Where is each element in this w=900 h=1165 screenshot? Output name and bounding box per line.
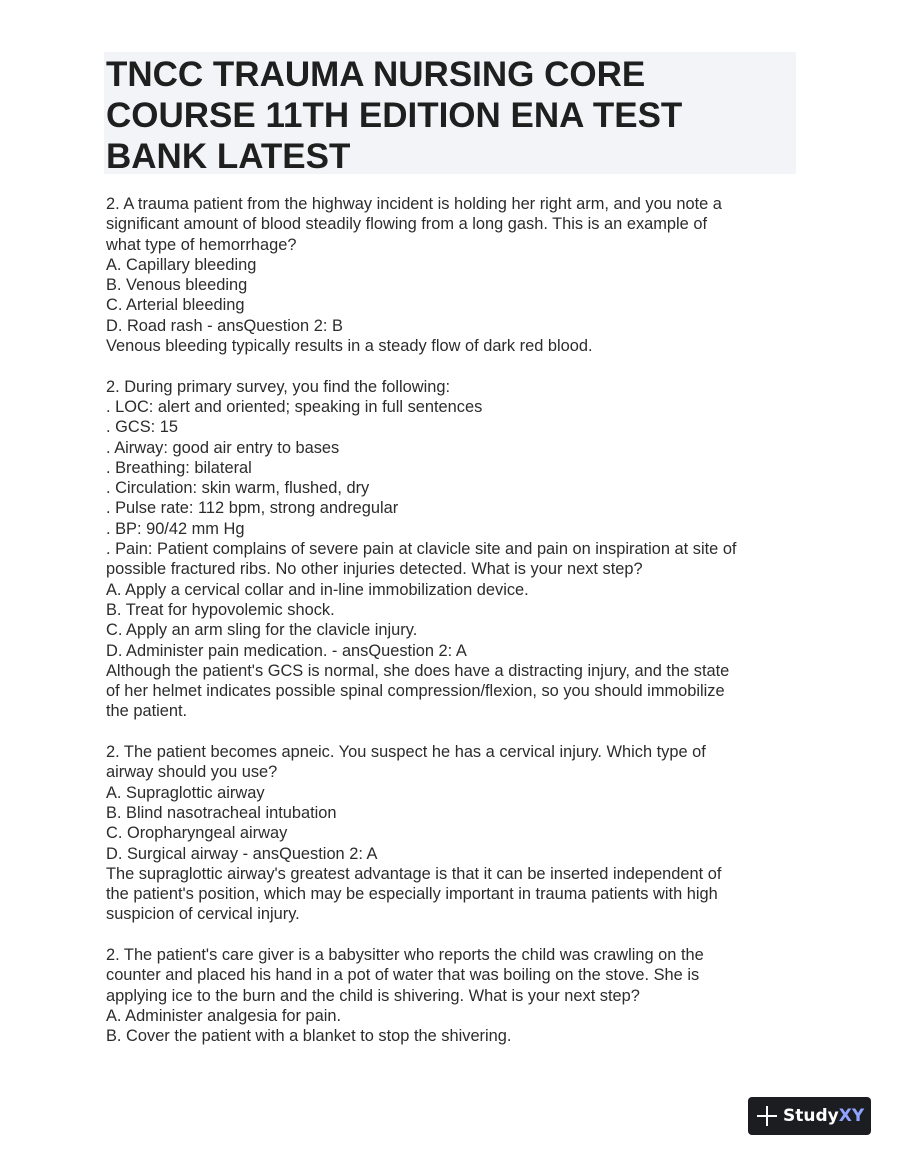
title-line: TNCC TRAUMA NURSING CORE (106, 55, 646, 94)
finding-item: . Pain: Patient complains of severe pain at clavicle site and pain on inspiration at site of (106, 540, 737, 559)
brand-logo (783, 1106, 864, 1126)
question-stem: 2. The patient's care giver is a babysitter who reports the child was crawling on the (106, 945, 704, 964)
answer-option: A. Apply a cervical collar and in-line immobilization device. (106, 580, 529, 599)
finding-item: . BP: 90/42 mm Hg (106, 519, 245, 538)
answer-option: C. Apply an arm sling for the clavicle injury. (106, 621, 418, 640)
answer-option: B. Treat for hypovolemic shock. (106, 600, 335, 619)
answer-option: D. Administer pain medication. - ansQuestion 2: A (106, 641, 467, 660)
question-block (106, 945, 806, 1046)
finding-item: . Circulation: skin warm, flushed, dry (106, 479, 370, 498)
paragraph-gap (106, 722, 806, 742)
finding-item: . Breathing: bilateral (106, 458, 252, 477)
question-stem: applying ice to the burn and the child is shivering. What is your next step? (106, 986, 640, 1005)
brand-accent: XY (838, 1106, 865, 1126)
answer-option: A. Capillary bleeding (106, 255, 257, 274)
document-title (104, 52, 796, 177)
answer-rationale: Although the patient's GCS is normal, she does have a distracting injury, and the state (106, 661, 730, 680)
finding-item: . Pulse rate: 112 bpm, strong andregular (106, 499, 399, 518)
question-block (106, 742, 806, 925)
answer-option: B. Cover the patient with a blanket to stop the shivering. (106, 1027, 512, 1046)
studyxy-badge[interactable] (748, 1097, 871, 1135)
question-stem: what type of hemorrhage? (106, 235, 297, 254)
question-stem: 2. The patient becomes apneic. You suspect he has a cervical injury. Which type of (106, 743, 706, 762)
answer-rationale: Venous bleeding typically results in a steady flow of dark red blood. (106, 337, 593, 356)
answer-rationale: of her helmet indicates possible spinal compression/flexion, so you should immobilize (106, 682, 725, 701)
answer-rationale: suspicion of cervical injury. (106, 905, 300, 924)
question-block (106, 377, 806, 722)
question-list (106, 194, 806, 1046)
question-stem: possible fractured ribs. No other injuries detected. What is your next step? (106, 560, 643, 579)
answer-option: C. Oropharyngeal airway (106, 824, 288, 843)
answer-option: C. Arterial bleeding (106, 296, 245, 315)
finding-item: . Airway: good air entry to bases (106, 438, 340, 457)
title-line: COURSE 11TH EDITION ENA TEST (106, 96, 683, 135)
answer-option: B. Blind nasotracheal intubation (106, 803, 337, 822)
answer-option: A. Administer analgesia for pain. (106, 1006, 342, 1025)
answer-option: D. Surgical airway - ansQuestion 2: A (106, 844, 378, 863)
brand-main: Study (783, 1106, 839, 1126)
finding-item: . GCS: 15 (106, 418, 178, 437)
question-stem: counter and placed his hand in a pot of water that was boiling on the stove. She is (106, 966, 700, 985)
answer-rationale: The supraglottic airway's greatest advantage is that it can be inserted independent of (106, 864, 722, 883)
answer-option: A. Supraglottic airway (106, 783, 265, 802)
title-line: BANK LATEST (106, 137, 351, 176)
question-stem: 2. During primary survey, you find the following: (106, 377, 451, 396)
title-block (104, 52, 796, 174)
question-stem: airway should you use? (106, 763, 278, 782)
answer-rationale: the patient. (106, 702, 188, 721)
question-stem: significant amount of blood steadily flowing from a long gash. This is an example of (106, 215, 708, 234)
answer-option: D. Road rash - ansQuestion 2: B (106, 316, 343, 335)
paragraph-gap (106, 356, 806, 376)
question-stem: 2. A trauma patient from the highway incident is holding her right arm, and you note a (106, 195, 722, 213)
paragraph-gap (106, 925, 806, 945)
finding-item: . LOC: alert and oriented; speaking in full sentences (106, 397, 483, 416)
plus-icon (757, 1106, 777, 1126)
question-block (106, 194, 806, 356)
answer-option: B. Venous bleeding (106, 276, 248, 295)
answer-rationale: the patient's position, which may be especially important in trauma patients with high (106, 885, 718, 904)
